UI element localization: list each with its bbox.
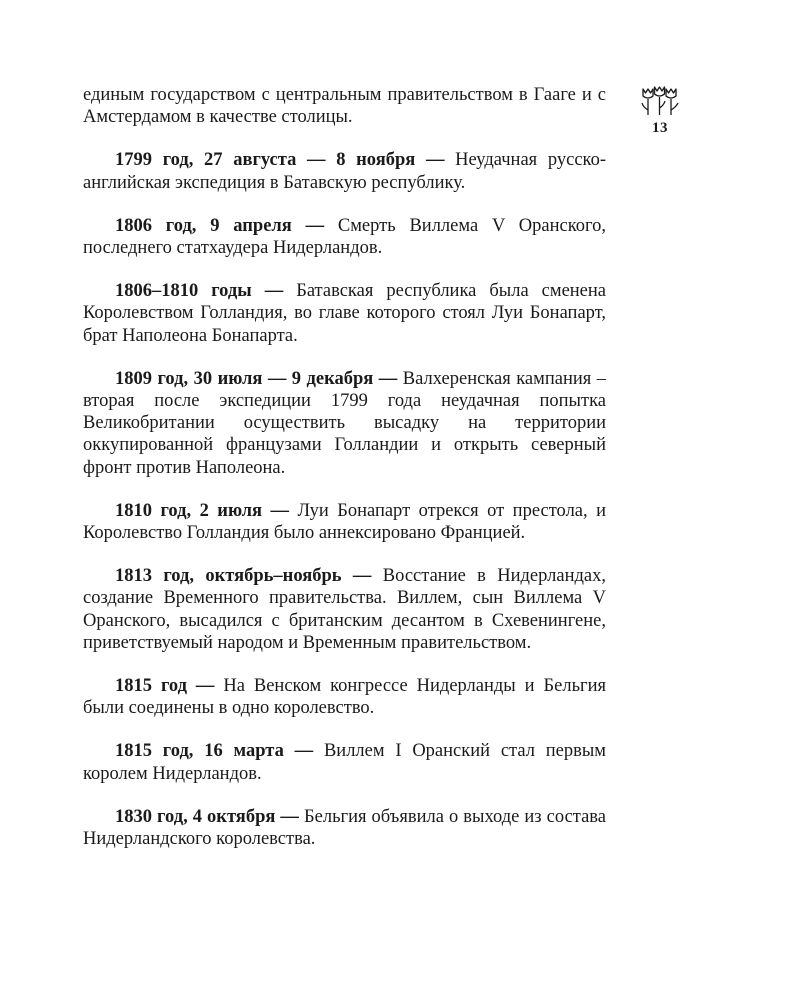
page-number: 13 [652,120,668,136]
entry-date: 1810 год, 2 июля — [115,500,290,521]
entry-date: 1813 год, октябрь–ноябрь — [115,566,372,587]
entry-date: 1815 год — [115,676,215,697]
entry-paragraph [83,368,606,479]
entry-text: Смерть Виллема V Оранского, последнего статхаудера Нидерландов. [83,215,606,259]
entry-date: 1806–1810 годы — [115,281,284,302]
text-column [83,84,606,871]
entry-paragraph [83,806,606,850]
entry-date: 1809 год, 30 июля — 9 декабря — [115,368,398,389]
entry-date: 1799 год, 27 августа — 8 ноября — [115,150,445,171]
entry-text: Восстание в Нидерландах, создание Временного правительства. Виллем, сын Виллема V Оранского, высадился с британским десантом в Схевенингене, приветствуемый народом и Временным правительством. [83,566,606,653]
entry-paragraph [83,215,606,259]
entry-text: Луи Бонапарт отрекся от престола, и Королевство Голландия было аннексировано Францией. [83,500,607,544]
entry-paragraph [83,565,606,654]
intro-paragraph [83,84,606,128]
entry-paragraph [83,500,606,544]
entry-date: 1815 год, 16 марта — [115,741,314,762]
entry-paragraph [83,149,606,193]
tulips-icon [640,86,680,116]
entry-text: Виллем I Оранский стал первым королем Нидерландов. [83,741,606,784]
entry-text: Бельгия объявила о выходе из состава Нидерландского королевства. [83,806,607,850]
entry-paragraph [83,675,606,719]
entry-text: Неудачная русско-английская экспедиция в Батавскую республику. [83,150,606,193]
entry-text: Батавская республика была сменена Королевством Голландия, во главе которого стоял Луи Бонапарт, брат Наполеона Бонапарта. [83,281,607,346]
entry-text: Валхеренская кампания – вторая после экспедиции 1799 года неудачная попытка Великобритании осуществить высадку на территории оккупированной французами Голландии и открыть северный фронт против Наполеона. [83,368,607,478]
entry-paragraph [83,280,606,347]
page-header-mark [637,86,683,137]
intro-text: единым государством с центральным правительством в Гааге и с Амстердамом в качестве столицы. [83,85,606,128]
entry-text: На Венском конгрессе Нидерланды и Бельгия были соединены в одно королевство. [83,676,607,719]
entry-date: 1830 год, 4 октября — [115,806,299,827]
entry-paragraph [83,740,606,784]
entry-date: 1806 год, 9 апреля — [115,215,325,236]
